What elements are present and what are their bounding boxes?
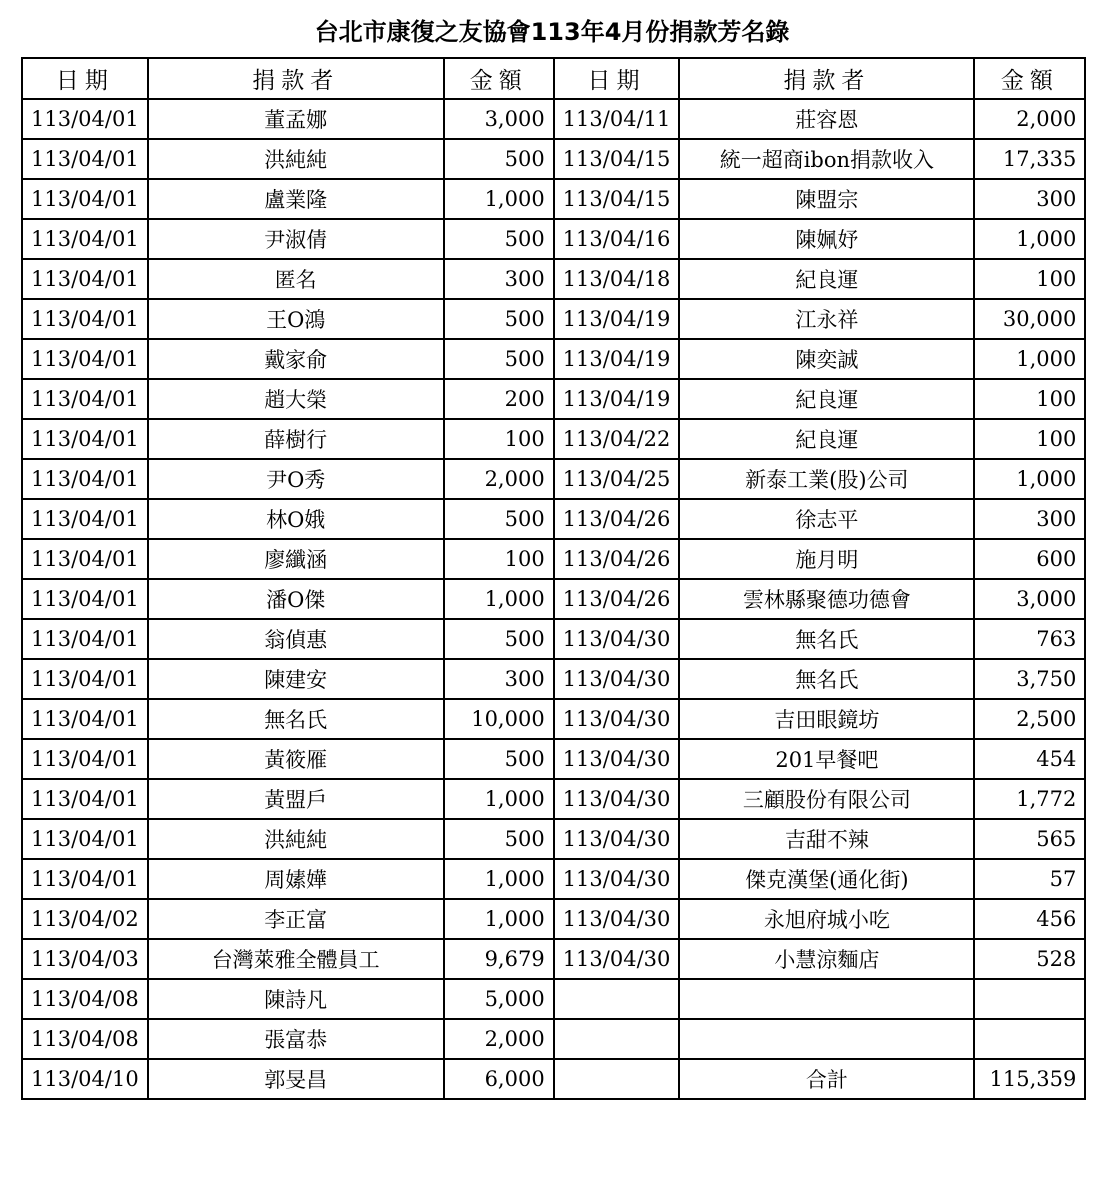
date-cell: 113/04/02 [22, 899, 148, 939]
donation-table [21, 57, 1086, 1100]
header-row [22, 58, 1085, 99]
date-cell: 113/04/01 [22, 419, 148, 459]
amount-cell: 500 [444, 619, 554, 659]
table-row [22, 1059, 1085, 1099]
amount-cell: 2,000 [444, 459, 554, 499]
date-cell: 113/04/01 [22, 179, 148, 219]
table-row [22, 259, 1085, 299]
date-cell: 113/04/30 [554, 659, 680, 699]
donor-cell: 陳詩凡 [148, 979, 444, 1019]
donor-cell [679, 1019, 974, 1059]
header-donor-right: 捐款者 [679, 58, 974, 99]
donor-cell: 新泰工業(股)公司 [679, 459, 974, 499]
date-cell [554, 1019, 680, 1059]
date-cell: 113/04/08 [22, 979, 148, 1019]
donor-cell: 永旭府城小吃 [679, 899, 974, 939]
table-row [22, 979, 1085, 1019]
donor-cell: 雲林縣聚德功德會 [679, 579, 974, 619]
donor-cell: 王O鴻 [148, 299, 444, 339]
table-row [22, 459, 1085, 499]
header-date-left: 日期 [22, 58, 148, 99]
donor-cell: 洪純純 [148, 139, 444, 179]
donor-cell: 吉甜不辣 [679, 819, 974, 859]
date-cell: 113/04/01 [22, 379, 148, 419]
table-row [22, 299, 1085, 339]
donor-cell: 台灣萊雅全體員工 [148, 939, 444, 979]
page-title: 台北市康復之友協會113年4月份捐款芳名錄 [314, 18, 790, 46]
date-cell: 113/04/01 [22, 219, 148, 259]
table-row [22, 819, 1085, 859]
date-cell: 113/04/30 [554, 939, 680, 979]
amount-cell: 1,000 [444, 859, 554, 899]
table-row [22, 339, 1085, 379]
date-cell: 113/04/22 [554, 419, 680, 459]
donor-cell: 201早餐吧 [679, 739, 974, 779]
amount-cell: 17,335 [974, 139, 1085, 179]
amount-cell: 10,000 [444, 699, 554, 739]
amount-cell [974, 1019, 1085, 1059]
table-row [22, 1019, 1085, 1059]
donor-cell: 吉田眼鏡坊 [679, 699, 974, 739]
date-cell: 113/04/18 [554, 259, 680, 299]
table-row [22, 499, 1085, 539]
amount-cell: 5,000 [444, 979, 554, 1019]
donor-cell: 李正富 [148, 899, 444, 939]
donor-cell: 廖纖涵 [148, 539, 444, 579]
amount-cell: 30,000 [974, 299, 1085, 339]
date-cell: 113/04/10 [22, 1059, 148, 1099]
date-cell: 113/04/03 [22, 939, 148, 979]
table-row [22, 899, 1085, 939]
amount-cell: 1,000 [444, 899, 554, 939]
donor-cell: 陳盟宗 [679, 179, 974, 219]
date-cell: 113/04/30 [554, 859, 680, 899]
date-cell: 113/04/01 [22, 459, 148, 499]
date-cell: 113/04/01 [22, 139, 148, 179]
date-cell: 113/04/01 [22, 579, 148, 619]
amount-cell: 1,772 [974, 779, 1085, 819]
donor-cell: 張富恭 [148, 1019, 444, 1059]
amount-cell: 100 [444, 419, 554, 459]
amount-cell: 454 [974, 739, 1085, 779]
amount-cell: 1,000 [974, 339, 1085, 379]
amount-cell: 3,000 [444, 99, 554, 139]
amount-cell: 3,000 [974, 579, 1085, 619]
date-cell: 113/04/30 [554, 619, 680, 659]
date-cell: 113/04/01 [22, 499, 148, 539]
amount-cell: 565 [974, 819, 1085, 859]
donor-cell: 莊容恩 [679, 99, 974, 139]
total-amount: 115,359 [974, 1059, 1085, 1099]
amount-cell: 300 [974, 179, 1085, 219]
date-cell: 113/04/30 [554, 819, 680, 859]
date-cell: 113/04/30 [554, 739, 680, 779]
amount-cell [974, 979, 1085, 1019]
table-body [22, 99, 1085, 1099]
table-row [22, 659, 1085, 699]
donor-cell: 戴家俞 [148, 339, 444, 379]
date-cell: 113/04/08 [22, 1019, 148, 1059]
donor-cell: 黃筱雁 [148, 739, 444, 779]
donor-cell: 三顧股份有限公司 [679, 779, 974, 819]
donor-cell [679, 979, 974, 1019]
table-row [22, 99, 1085, 139]
date-cell: 113/04/01 [22, 299, 148, 339]
donor-cell: 陳姵妤 [679, 219, 974, 259]
table-row [22, 379, 1085, 419]
donor-cell: 黃盟戶 [148, 779, 444, 819]
date-cell: 113/04/26 [554, 579, 680, 619]
amount-cell: 500 [444, 819, 554, 859]
date-cell: 113/04/01 [22, 539, 148, 579]
amount-cell: 763 [974, 619, 1085, 659]
donor-cell: 尹O秀 [148, 459, 444, 499]
donor-cell: 潘O傑 [148, 579, 444, 619]
amount-cell: 500 [444, 499, 554, 539]
amount-cell: 500 [444, 339, 554, 379]
donor-cell: 周嫊嬅 [148, 859, 444, 899]
amount-cell: 1,000 [974, 219, 1085, 259]
table-row [22, 699, 1085, 739]
table-row [22, 859, 1085, 899]
table-row [22, 619, 1085, 659]
date-cell: 113/04/19 [554, 379, 680, 419]
amount-cell: 57 [974, 859, 1085, 899]
date-cell: 113/04/26 [554, 539, 680, 579]
donor-cell: 匿名 [148, 259, 444, 299]
donor-cell: 傑克漢堡(通化街) [679, 859, 974, 899]
table-row [22, 779, 1085, 819]
donor-cell: 紀良運 [679, 419, 974, 459]
table-row [22, 179, 1085, 219]
date-cell: 113/04/30 [554, 779, 680, 819]
header-amount-left: 金額 [444, 58, 554, 99]
amount-cell: 200 [444, 379, 554, 419]
date-cell: 113/04/01 [22, 99, 148, 139]
donor-cell: 趙大榮 [148, 379, 444, 419]
table-row [22, 579, 1085, 619]
amount-cell: 1,000 [444, 579, 554, 619]
date-cell: 113/04/01 [22, 739, 148, 779]
amount-cell: 9,679 [444, 939, 554, 979]
amount-cell: 6,000 [444, 1059, 554, 1099]
amount-cell: 1,000 [974, 459, 1085, 499]
table-row [22, 139, 1085, 179]
amount-cell: 1,000 [444, 779, 554, 819]
amount-cell: 2,000 [974, 99, 1085, 139]
donor-cell: 紀良運 [679, 379, 974, 419]
donor-cell: 盧業隆 [148, 179, 444, 219]
amount-cell: 2,500 [974, 699, 1085, 739]
amount-cell: 100 [974, 379, 1085, 419]
date-cell [554, 979, 680, 1019]
donor-cell: 尹淑倩 [148, 219, 444, 259]
date-cell: 113/04/01 [22, 699, 148, 739]
total-label: 合計 [679, 1059, 974, 1099]
date-cell: 113/04/15 [554, 179, 680, 219]
amount-cell: 1,000 [444, 179, 554, 219]
date-cell: 113/04/19 [554, 299, 680, 339]
amount-cell: 300 [974, 499, 1085, 539]
donor-cell: 徐志平 [679, 499, 974, 539]
amount-cell: 528 [974, 939, 1085, 979]
date-cell: 113/04/01 [22, 339, 148, 379]
amount-cell: 100 [974, 419, 1085, 459]
donor-cell: 小慧涼麵店 [679, 939, 974, 979]
date-cell: 113/04/15 [554, 139, 680, 179]
donor-cell: 無名氏 [148, 699, 444, 739]
donor-cell: 施月明 [679, 539, 974, 579]
date-cell: 113/04/01 [22, 779, 148, 819]
donor-cell: 無名氏 [679, 619, 974, 659]
amount-cell: 100 [444, 539, 554, 579]
date-cell: 113/04/19 [554, 339, 680, 379]
date-cell: 113/04/01 [22, 859, 148, 899]
header-amount-right: 金額 [974, 58, 1085, 99]
donor-cell: 薛樹行 [148, 419, 444, 459]
donor-cell: 陳奕誠 [679, 339, 974, 379]
amount-cell: 300 [444, 259, 554, 299]
header-donor-left: 捐款者 [148, 58, 444, 99]
donor-cell: 統一超商ibon捐款收入 [679, 139, 974, 179]
table-row [22, 539, 1085, 579]
amount-cell: 456 [974, 899, 1085, 939]
donor-cell: 洪純純 [148, 819, 444, 859]
amount-cell: 500 [444, 299, 554, 339]
amount-cell: 2,000 [444, 1019, 554, 1059]
amount-cell: 300 [444, 659, 554, 699]
donor-cell: 翁偵惠 [148, 619, 444, 659]
table-row [22, 939, 1085, 979]
donor-cell: 陳建安 [148, 659, 444, 699]
donor-cell: 紀良運 [679, 259, 974, 299]
table-row [22, 219, 1085, 259]
date-cell: 113/04/11 [554, 99, 680, 139]
date-cell: 113/04/26 [554, 499, 680, 539]
donor-cell: 郭旻昌 [148, 1059, 444, 1099]
table-row [22, 739, 1085, 779]
date-cell: 113/04/30 [554, 899, 680, 939]
date-cell: 113/04/01 [22, 659, 148, 699]
donor-cell: 董孟娜 [148, 99, 444, 139]
date-cell [554, 1059, 680, 1099]
date-cell: 113/04/30 [554, 699, 680, 739]
donor-cell: 江永祥 [679, 299, 974, 339]
amount-cell: 500 [444, 219, 554, 259]
date-cell: 113/04/16 [554, 219, 680, 259]
date-cell: 113/04/25 [554, 459, 680, 499]
date-cell: 113/04/01 [22, 819, 148, 859]
donor-cell: 無名氏 [679, 659, 974, 699]
amount-cell: 100 [974, 259, 1085, 299]
amount-cell: 500 [444, 139, 554, 179]
donor-cell: 林O娥 [148, 499, 444, 539]
amount-cell: 3,750 [974, 659, 1085, 699]
amount-cell: 500 [444, 739, 554, 779]
date-cell: 113/04/01 [22, 619, 148, 659]
table-row [22, 419, 1085, 459]
date-cell: 113/04/01 [22, 259, 148, 299]
amount-cell: 600 [974, 539, 1085, 579]
header-date-right: 日期 [554, 58, 680, 99]
